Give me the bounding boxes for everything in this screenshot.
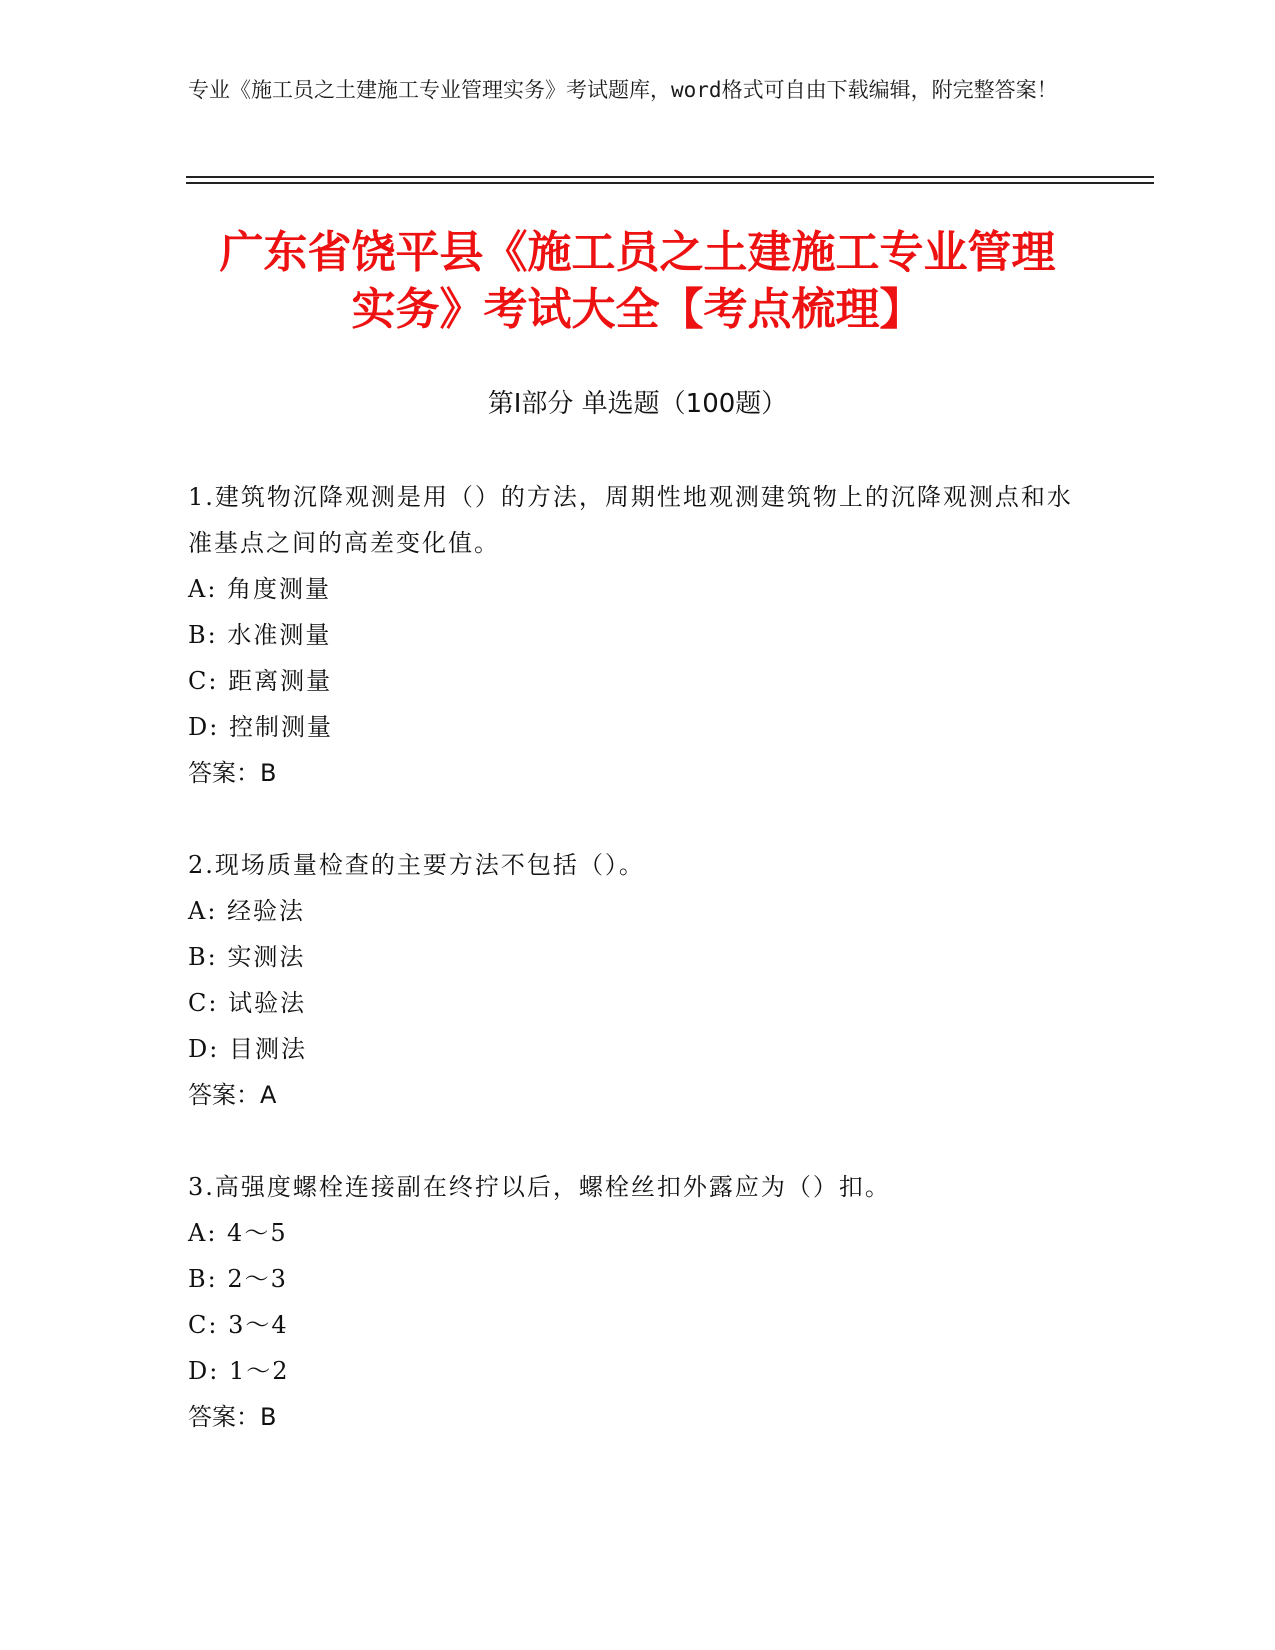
- answer-line: 答案：B: [188, 759, 277, 787]
- header-note: 专业《施工员之土建施工专业管理实务》考试题库，word格式可自由下载编辑，附完整答案！: [188, 78, 1058, 102]
- option-b: B: 2～3: [188, 1265, 288, 1293]
- option-a: A: 4～5: [188, 1219, 288, 1247]
- option-b: B: 水准测量: [188, 621, 332, 649]
- option-d: D: 控制测量: [188, 713, 333, 741]
- option-a: A: 经验法: [188, 897, 306, 925]
- question-1: [188, 474, 1088, 796]
- question-3: [188, 1164, 1088, 1440]
- option-c: C: 3～4: [188, 1311, 289, 1339]
- document-title: [100, 224, 1175, 338]
- section-heading: 第Ⅰ部分 单选题（100题）: [487, 389, 788, 419]
- option-a: A: 角度测量: [188, 575, 332, 603]
- question-stem: 2.现场质量检查的主要方法不包括（）。: [188, 851, 645, 879]
- option-b: B: 实测法: [188, 943, 306, 971]
- option-d: D: 目测法: [188, 1035, 307, 1063]
- option-d: D: 1～2: [188, 1357, 290, 1385]
- question-stem: 1.建筑物沉降观测是用（）的方法，周期性地观测建筑物上的沉降观测点和水准基点之间的高差变化值。: [188, 483, 1073, 557]
- document-title-line-1: 广东省饶平县《施工员之土建施工专业管理: [219, 227, 1056, 278]
- question-stem: 3.高强度螺栓连接副在终拧以后，螺栓丝扣外露应为（）扣。: [188, 1173, 891, 1201]
- option-c: C: 距离测量: [188, 667, 333, 695]
- option-c: C: 试验法: [188, 989, 307, 1017]
- question-list: [188, 474, 1088, 1486]
- answer-line: 答案：A: [188, 1081, 277, 1109]
- answer-line: 答案：B: [188, 1403, 277, 1431]
- document-title-line-2: 实务》考试大全【考点梳理】: [351, 284, 924, 335]
- question-2: [188, 842, 1088, 1118]
- header-divider-bottom: [186, 182, 1154, 184]
- header-divider-top: [186, 176, 1154, 178]
